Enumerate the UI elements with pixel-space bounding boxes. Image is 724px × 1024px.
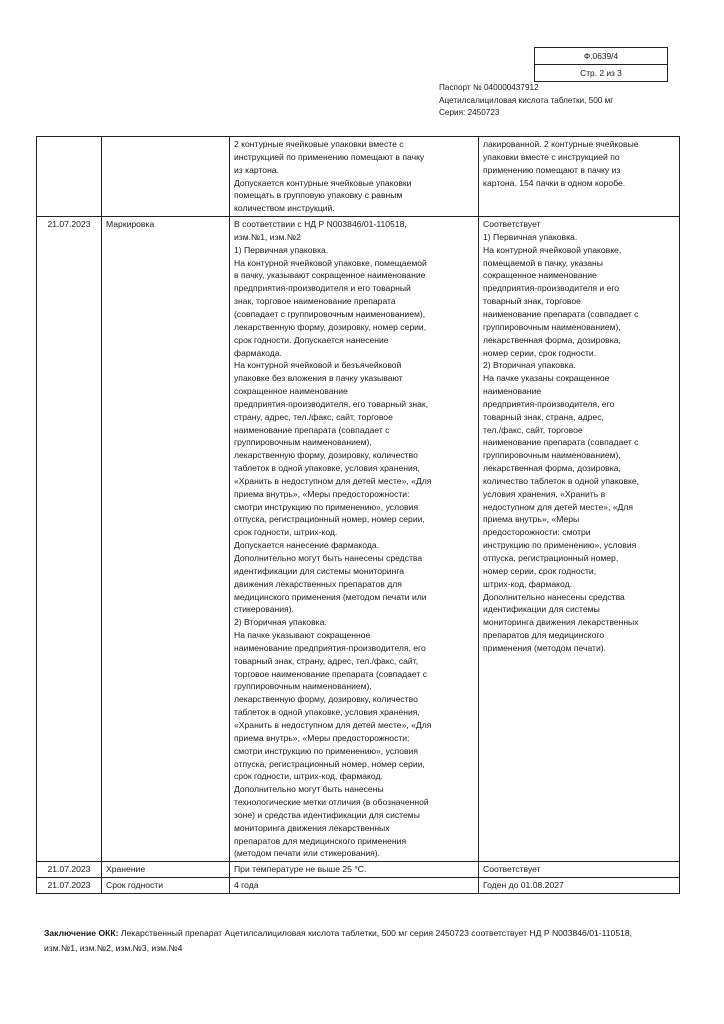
table-row <box>37 878 680 894</box>
product-name: Ацетилсалициловая кислота таблетки, 500 мг <box>439 95 614 105</box>
table-row <box>37 137 680 217</box>
table-row <box>37 862 680 878</box>
passport-header <box>439 82 613 120</box>
row-parameter <box>102 137 230 217</box>
conclusion-text: Лекарственный препарат Ацетилсалициловая кислота таблетки, 500 мг серия 2450723 соответствует НД Р N003846/01-110518, изм.№1, изм.№2, изм.№3, изм.№4 <box>44 928 633 953</box>
series-number: Серия: 2450723 <box>439 108 500 118</box>
conclusion-label: Заключение ОКК: <box>44 928 119 938</box>
row-result: Годен до 01.08.2027 <box>479 878 680 894</box>
row-date: 21.07.2023 <box>37 862 102 878</box>
row-parameter: Хранение <box>102 862 230 878</box>
quality-control-table <box>36 136 680 894</box>
row-result: Соответствует 1) Первичная упаковка. На контурной ячейковой упаковке, помещаемой в пачку, указаны сокращенное наименование предприятия-производителя и его товарный знак, торговое наименование препарата (совпадает с группировочным наименованием), лекарственная форма, дозировка, номер серии, срок годности. 2) Вторичная упаковка. На пачке указаны сокращенное наименование предприятия-производителя, его товарный знак, страна, адрес, тел./факс, сайт, торговое наименование препарата (совпадает с группировочным наименованием), лекарственная форма, дозировка, количество таблеток в одной упаковке, условия хранения, «Хранить в недоступном для детей месте», «Для приема внутрь», «Меры предосторожности: смотри инструкцию по применению», условия отпуска, регистрационный номер, номер серии, срок годности, штрих-код, фармакод. Дополнительно нанесены средства идентификации для системы мониторинга движения лекарственных препаратов для медицинского применения (методом печати). <box>479 217 680 862</box>
form-code-box <box>534 47 668 82</box>
row-date: 21.07.2023 <box>37 217 102 862</box>
row-parameter: Срок годности <box>102 878 230 894</box>
row-requirement: 4 года <box>230 878 479 894</box>
passport-number: Паспорт № 040000437912 <box>439 83 539 92</box>
table-row <box>37 217 680 862</box>
row-requirement: При температуре не выше 25 °С. <box>230 862 479 878</box>
qc-conclusion <box>44 926 644 956</box>
page-number: Стр. 2 из 3 <box>535 64 667 81</box>
row-date <box>37 137 102 217</box>
row-result: Соответствует <box>479 862 680 878</box>
form-code: Ф.0639/4 <box>583 51 619 61</box>
row-requirement: В соответствии с НД Р N003846/01-110518, изм.№1, изм.№2 1) Первичная упаковка. На контурной ячейковой упаковке, помещаемой в пачку, указывают сокращенное наименование предприятия-производителя и его товарный знак, торговое наименование препарата (совпадает с группировочным наименованием), лекарственную форму, дозировку, номер серии, срок годности. Допускается нанесение фармакода. На контурной ячейковой и безъячейковой упаковке без вложения в пачку указывают сокращенное наименование предприятия-производителя, его товарный знак, страну, адрес, тел./факс, сайт, торговое наименование препарата (совпадает с группировочным наименованием), лекарственную форму, дозировку, количество таблеток в одной упаковке, условия хранения, «Хранить в недоступном для детей месте», «Для приема внутрь», «Меры предосторожности: смотри инструкцию по применению», условия отпуска, регистрационный номер, номер серии, срок годности, штрих-код. Допускается нанесение фармакода. Дополнительно могут быть нанесены средства идентификации для системы мониторинга движения лекарственных препаратов для медицинского применения (методом печати или стикерования). 2) Вторичная упаковка. На пачке указывают сокращенное наименование предприятия-производителя, его товарный знак, страну, адрес, тел./факс, сайт, торговое наименование препарата (совпадает с группировочным наименованием), лекарственную форму, дозировку, количество таблеток в одной упаковке, условия хранения, «Хранить в недоступном для детей месте», «Для приема внутрь», «Меры предосторожности: смотри инструкцию по применению», условия отпуска, регистрационный номер, номер серии, срок годности, штрих-код, фармакод. Дополнительно могут быть нанесены технологические метки отличия (в обозначенной зоне) и средства идентификации для системы мониторинга движения лекарственных препаратов для медицинского применения (методом печати или стикерования). <box>230 217 479 862</box>
row-result: лакированной. 2 контурные ячейковые упаковки вместе с инструкцией по применению помещают в пачку из картона. 154 пачки в одном коробе. <box>479 137 680 217</box>
row-date: 21.07.2023 <box>37 878 102 894</box>
row-parameter: Маркировка <box>102 217 230 862</box>
row-requirement: 2 контурные ячейковые упаковки вместе с инструкцией по применению помещают в пачку из картона. Допускается контурные ячейковые упаковки помещать в групповую упаковку с равным количеством инструкций. <box>230 137 479 217</box>
